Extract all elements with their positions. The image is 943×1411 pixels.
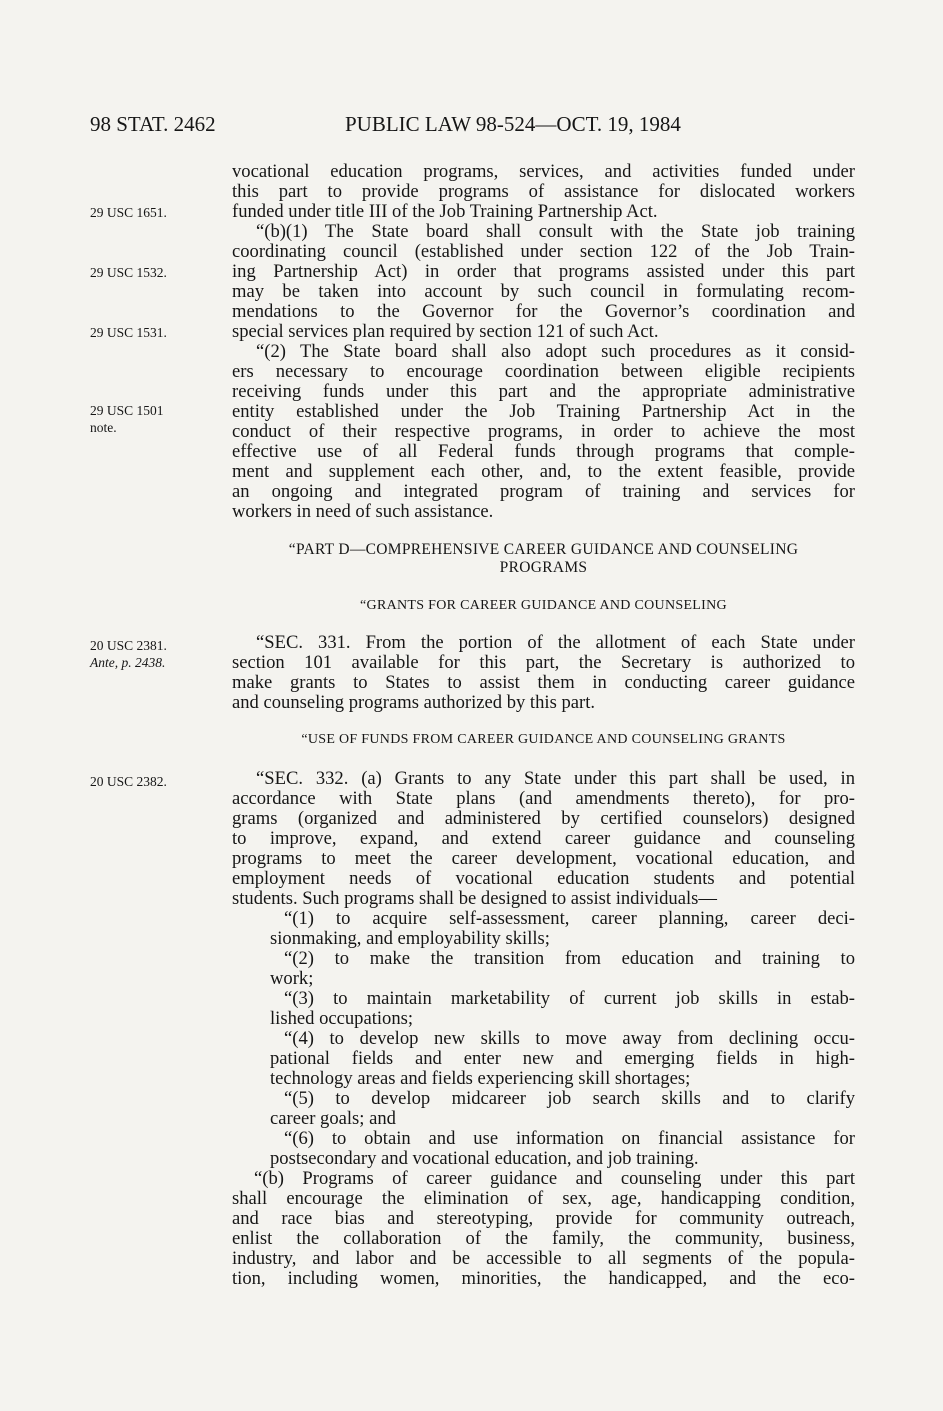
text-line: “SEC. 332. (a) Grants to any State under this part shall be used, in bbox=[256, 768, 855, 789]
text-line: sionmaking, and employability skills; bbox=[270, 928, 550, 949]
text-line: funded under title III of the Job Training Partnership Act. bbox=[232, 201, 658, 222]
text-line: tion, including women, minorities, the handicapped, and the eco- bbox=[232, 1268, 855, 1289]
law-title: PUBLIC LAW 98-524—OCT. 19, 1984 bbox=[345, 112, 681, 136]
text-line: special services plan required by section 121 of such Act. bbox=[232, 321, 659, 342]
section-heading: “GRANTS FOR CAREER GUIDANCE AND COUNSELING bbox=[360, 598, 727, 613]
text-line: “(3) to maintain marketability of current job skills in estab- bbox=[284, 988, 855, 1009]
margin-note: 29 USC 1501 bbox=[90, 403, 164, 418]
text-line: workers in need of such assistance. bbox=[232, 501, 494, 522]
text-line: technology areas and fields experiencing skill shortages; bbox=[270, 1068, 691, 1089]
text-line: receiving funds under this part and the appropriate administrative bbox=[232, 381, 855, 402]
text-line: grams (organized and administered by certified counselors) designed bbox=[232, 808, 855, 829]
text-line: entity established under the Job Training Partnership Act in the bbox=[232, 401, 855, 422]
text-line: lished occupations; bbox=[270, 1008, 414, 1029]
margin-note: 29 USC 1532. bbox=[90, 265, 167, 280]
stat-page-number: 98 STAT. 2462 bbox=[90, 112, 216, 136]
text-line: “(5) to develop midcareer job search skills and to clarify bbox=[284, 1088, 855, 1109]
text-line: and counseling programs authorized by this part. bbox=[232, 692, 596, 713]
text-line: “(b) Programs of career guidance and counseling under this part bbox=[254, 1168, 855, 1189]
text-line: shall encourage the elimination of sex, age, handicapping condition, bbox=[232, 1188, 855, 1209]
text-line: make grants to States to assist them in conducting career guidance bbox=[232, 672, 855, 693]
text-line: “(b)(1) The State board shall consult with the State job training bbox=[256, 221, 855, 242]
margin-note: 20 USC 2381. bbox=[90, 638, 167, 653]
text-line: coordinating council (established under section 122 of the Job Train- bbox=[232, 241, 855, 262]
text-line: students. Such programs shall be designed to assist individuals— bbox=[232, 888, 717, 909]
part-d-heading: PROGRAMS bbox=[499, 559, 588, 576]
text-line: this part to provide programs of assistance for dislocated workers bbox=[232, 181, 855, 202]
text-line: ing Partnership Act) in order that programs assisted under this part bbox=[232, 261, 855, 282]
text-line: “(1) to acquire self-assessment, career planning, career deci- bbox=[284, 908, 855, 929]
running-header bbox=[90, 112, 860, 142]
part-d-heading: “PART D—COMPREHENSIVE CAREER GUIDANCE AND COUNSELING bbox=[288, 541, 799, 558]
text-line: effective use of all Federal funds through programs that comple- bbox=[232, 441, 855, 462]
section-heading: “USE OF FUNDS FROM CAREER GUIDANCE AND COUNSELING GRANTS bbox=[301, 732, 786, 747]
text-line: ers necessary to encourage coordination between eligible recipients bbox=[232, 361, 855, 382]
text-line: ment and supplement each other, and, to the extent feasible, provide bbox=[232, 461, 855, 482]
text-line: vocational education programs, services, and activities funded under bbox=[232, 161, 855, 182]
text-line: conduct of their respective programs, in order to achieve the most bbox=[232, 421, 855, 442]
text-line: an ongoing and integrated program of training and services for bbox=[232, 481, 855, 502]
margin-note: Ante, p. 2438. bbox=[90, 655, 166, 670]
text-line: and race bias and stereotyping, provide for community outreach, bbox=[232, 1208, 855, 1229]
text-line: pational fields and enter new and emerging fields in high- bbox=[270, 1048, 855, 1069]
text-line: mendations to the Governor for the Governor’s coordination and bbox=[232, 301, 855, 322]
text-line: to improve, expand, and extend career guidance and counseling bbox=[232, 828, 855, 849]
text-line: work; bbox=[270, 968, 314, 989]
text-line: “SEC. 331. From the portion of the allotment of each State under bbox=[256, 632, 855, 653]
text-line: employment needs of vocational education students and potential bbox=[232, 868, 855, 889]
text-line: “(4) to develop new skills to move away from declining occu- bbox=[284, 1028, 855, 1049]
margin-note: 20 USC 2382. bbox=[90, 774, 167, 789]
text-line: may be taken into account by such council in formulating recom- bbox=[232, 281, 855, 302]
text-line: career goals; and bbox=[270, 1108, 396, 1129]
margin-note: 29 USC 1531. bbox=[90, 325, 167, 340]
text-line: postsecondary and vocational education, and job training. bbox=[270, 1148, 699, 1169]
text-line: programs to meet the career development, vocational education, and bbox=[232, 848, 855, 869]
text-line: “(2) to make the transition from education and training to bbox=[284, 948, 855, 969]
text-line: “(2) The State board shall also adopt such procedures as it consid- bbox=[256, 341, 855, 362]
margin-note: note. bbox=[90, 420, 117, 435]
text-line: “(6) to obtain and use information on financial assistance for bbox=[284, 1128, 855, 1149]
text-line: industry, and labor and be accessible to all segments of the popula- bbox=[232, 1248, 855, 1269]
margin-note: 29 USC 1651. bbox=[90, 205, 167, 220]
text-line: accordance with State plans (and amendments thereto), for pro- bbox=[232, 788, 855, 809]
text-line: enlist the collaboration of the family, the community, business, bbox=[232, 1228, 855, 1249]
text-line: section 101 available for this part, the Secretary is authorized to bbox=[232, 652, 855, 673]
